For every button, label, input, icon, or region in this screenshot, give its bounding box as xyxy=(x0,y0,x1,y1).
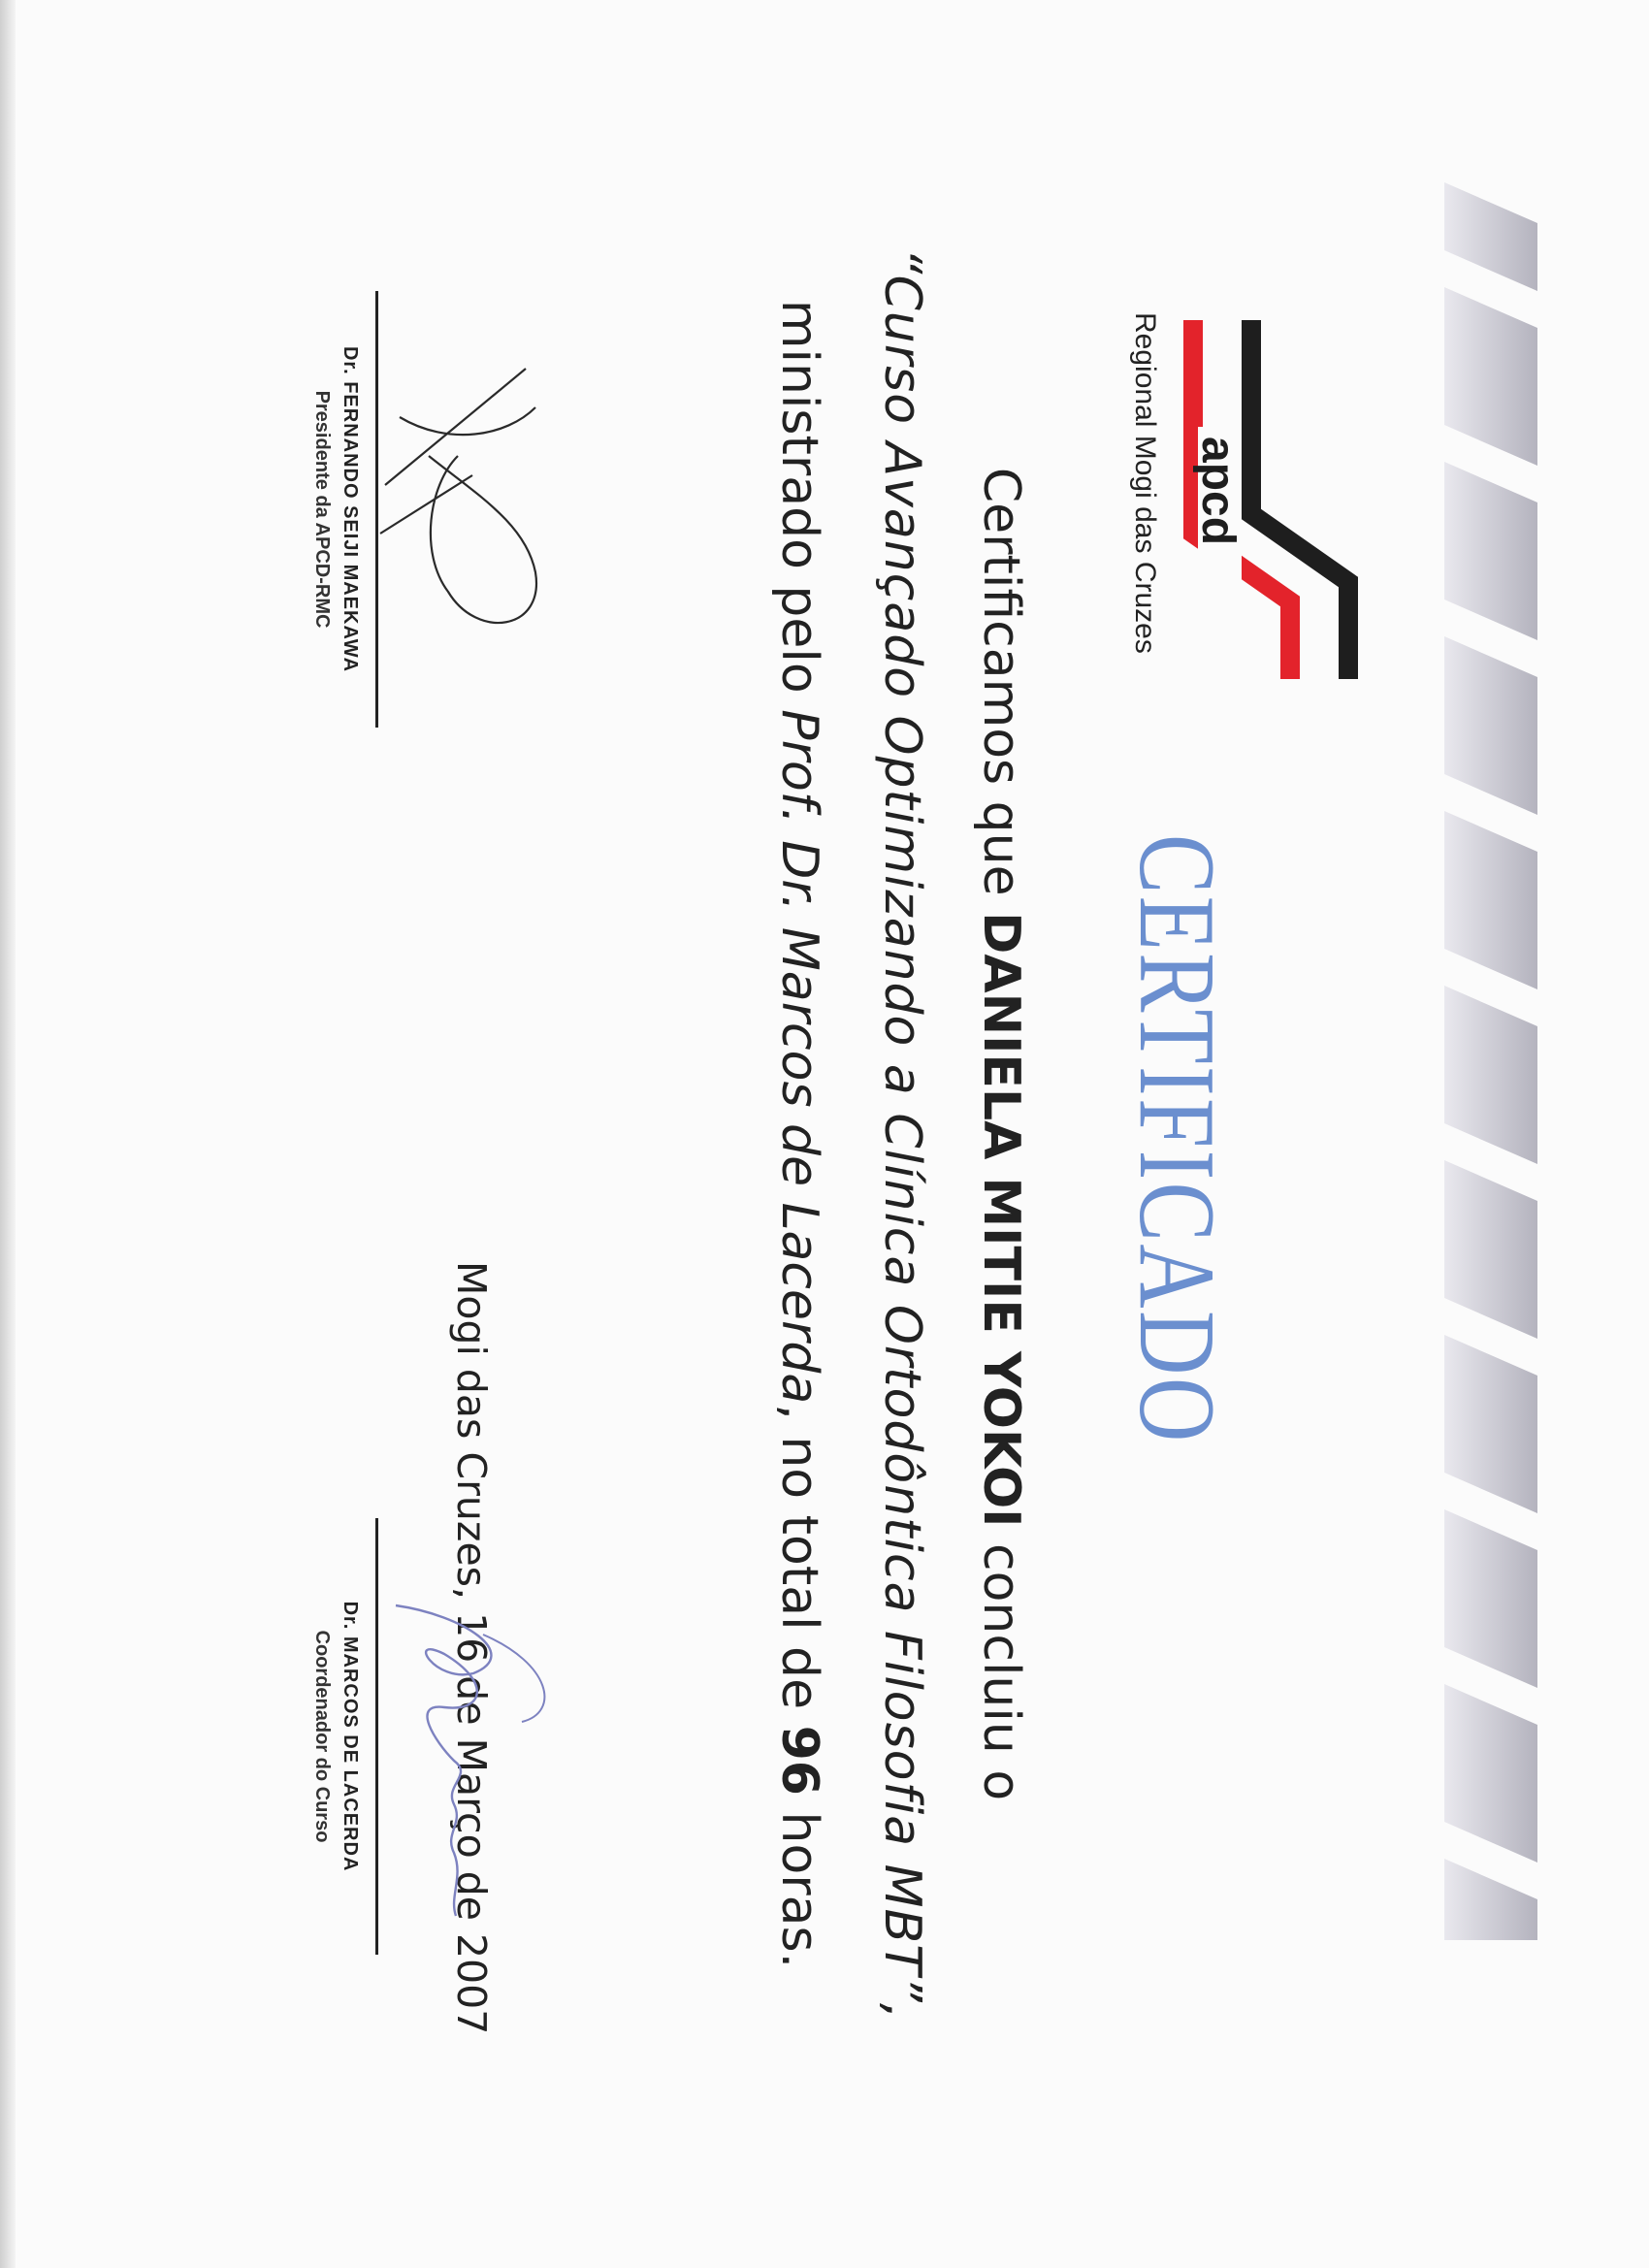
signatory-role: Presidente da APCD-RMC xyxy=(311,390,333,629)
certification-statement xyxy=(972,0,1030,2268)
instructor-statement xyxy=(770,0,828,2268)
signatory-name: Dr. MARCOS DE LACERDA xyxy=(340,1601,361,1872)
recipient-name: DANIELA MITIE YOKOI xyxy=(972,912,1030,1528)
signatory-role: Coordenador do Curso xyxy=(311,1630,333,1843)
hours-value: 96 xyxy=(770,1725,828,1796)
certificate-title: CERTIFICADO xyxy=(1116,834,1237,1444)
president-signature xyxy=(371,349,565,660)
apcd-logo xyxy=(1154,291,1387,698)
signature-block-coordinator xyxy=(310,1518,485,1955)
hours-prefix: , no total de xyxy=(770,1404,828,1726)
place-and-date: Mogi das Cruzes, 16 de Março de 2007 xyxy=(448,1261,495,2035)
signature-block-president xyxy=(310,291,485,728)
statement-prefix: Certificamos que xyxy=(972,467,1030,913)
instructor-prefix: ministrado pelo xyxy=(770,299,828,710)
signatory-name: Dr. FERNANDO SEIJI MAEKAWA xyxy=(340,345,361,673)
decorative-stripe-bar xyxy=(1444,165,1537,1940)
coordinator-signature xyxy=(367,1596,590,1926)
statement-suffix: concluiu o xyxy=(972,1527,1030,1801)
instructor-name: Prof. Dr. Marcos de Lacerda xyxy=(770,709,828,1405)
hours-suffix: horas. xyxy=(770,1795,828,1969)
course-name: “Curso Avançado Optimizando a Clínica Ortodôntica Filosofia MBT”, xyxy=(873,247,931,2021)
svg-text:apcd: apcd xyxy=(1192,437,1244,546)
apcd-logo-mark xyxy=(1154,291,1387,698)
organization-subtitle: Regional Mogi das Cruzes xyxy=(1129,312,1161,654)
